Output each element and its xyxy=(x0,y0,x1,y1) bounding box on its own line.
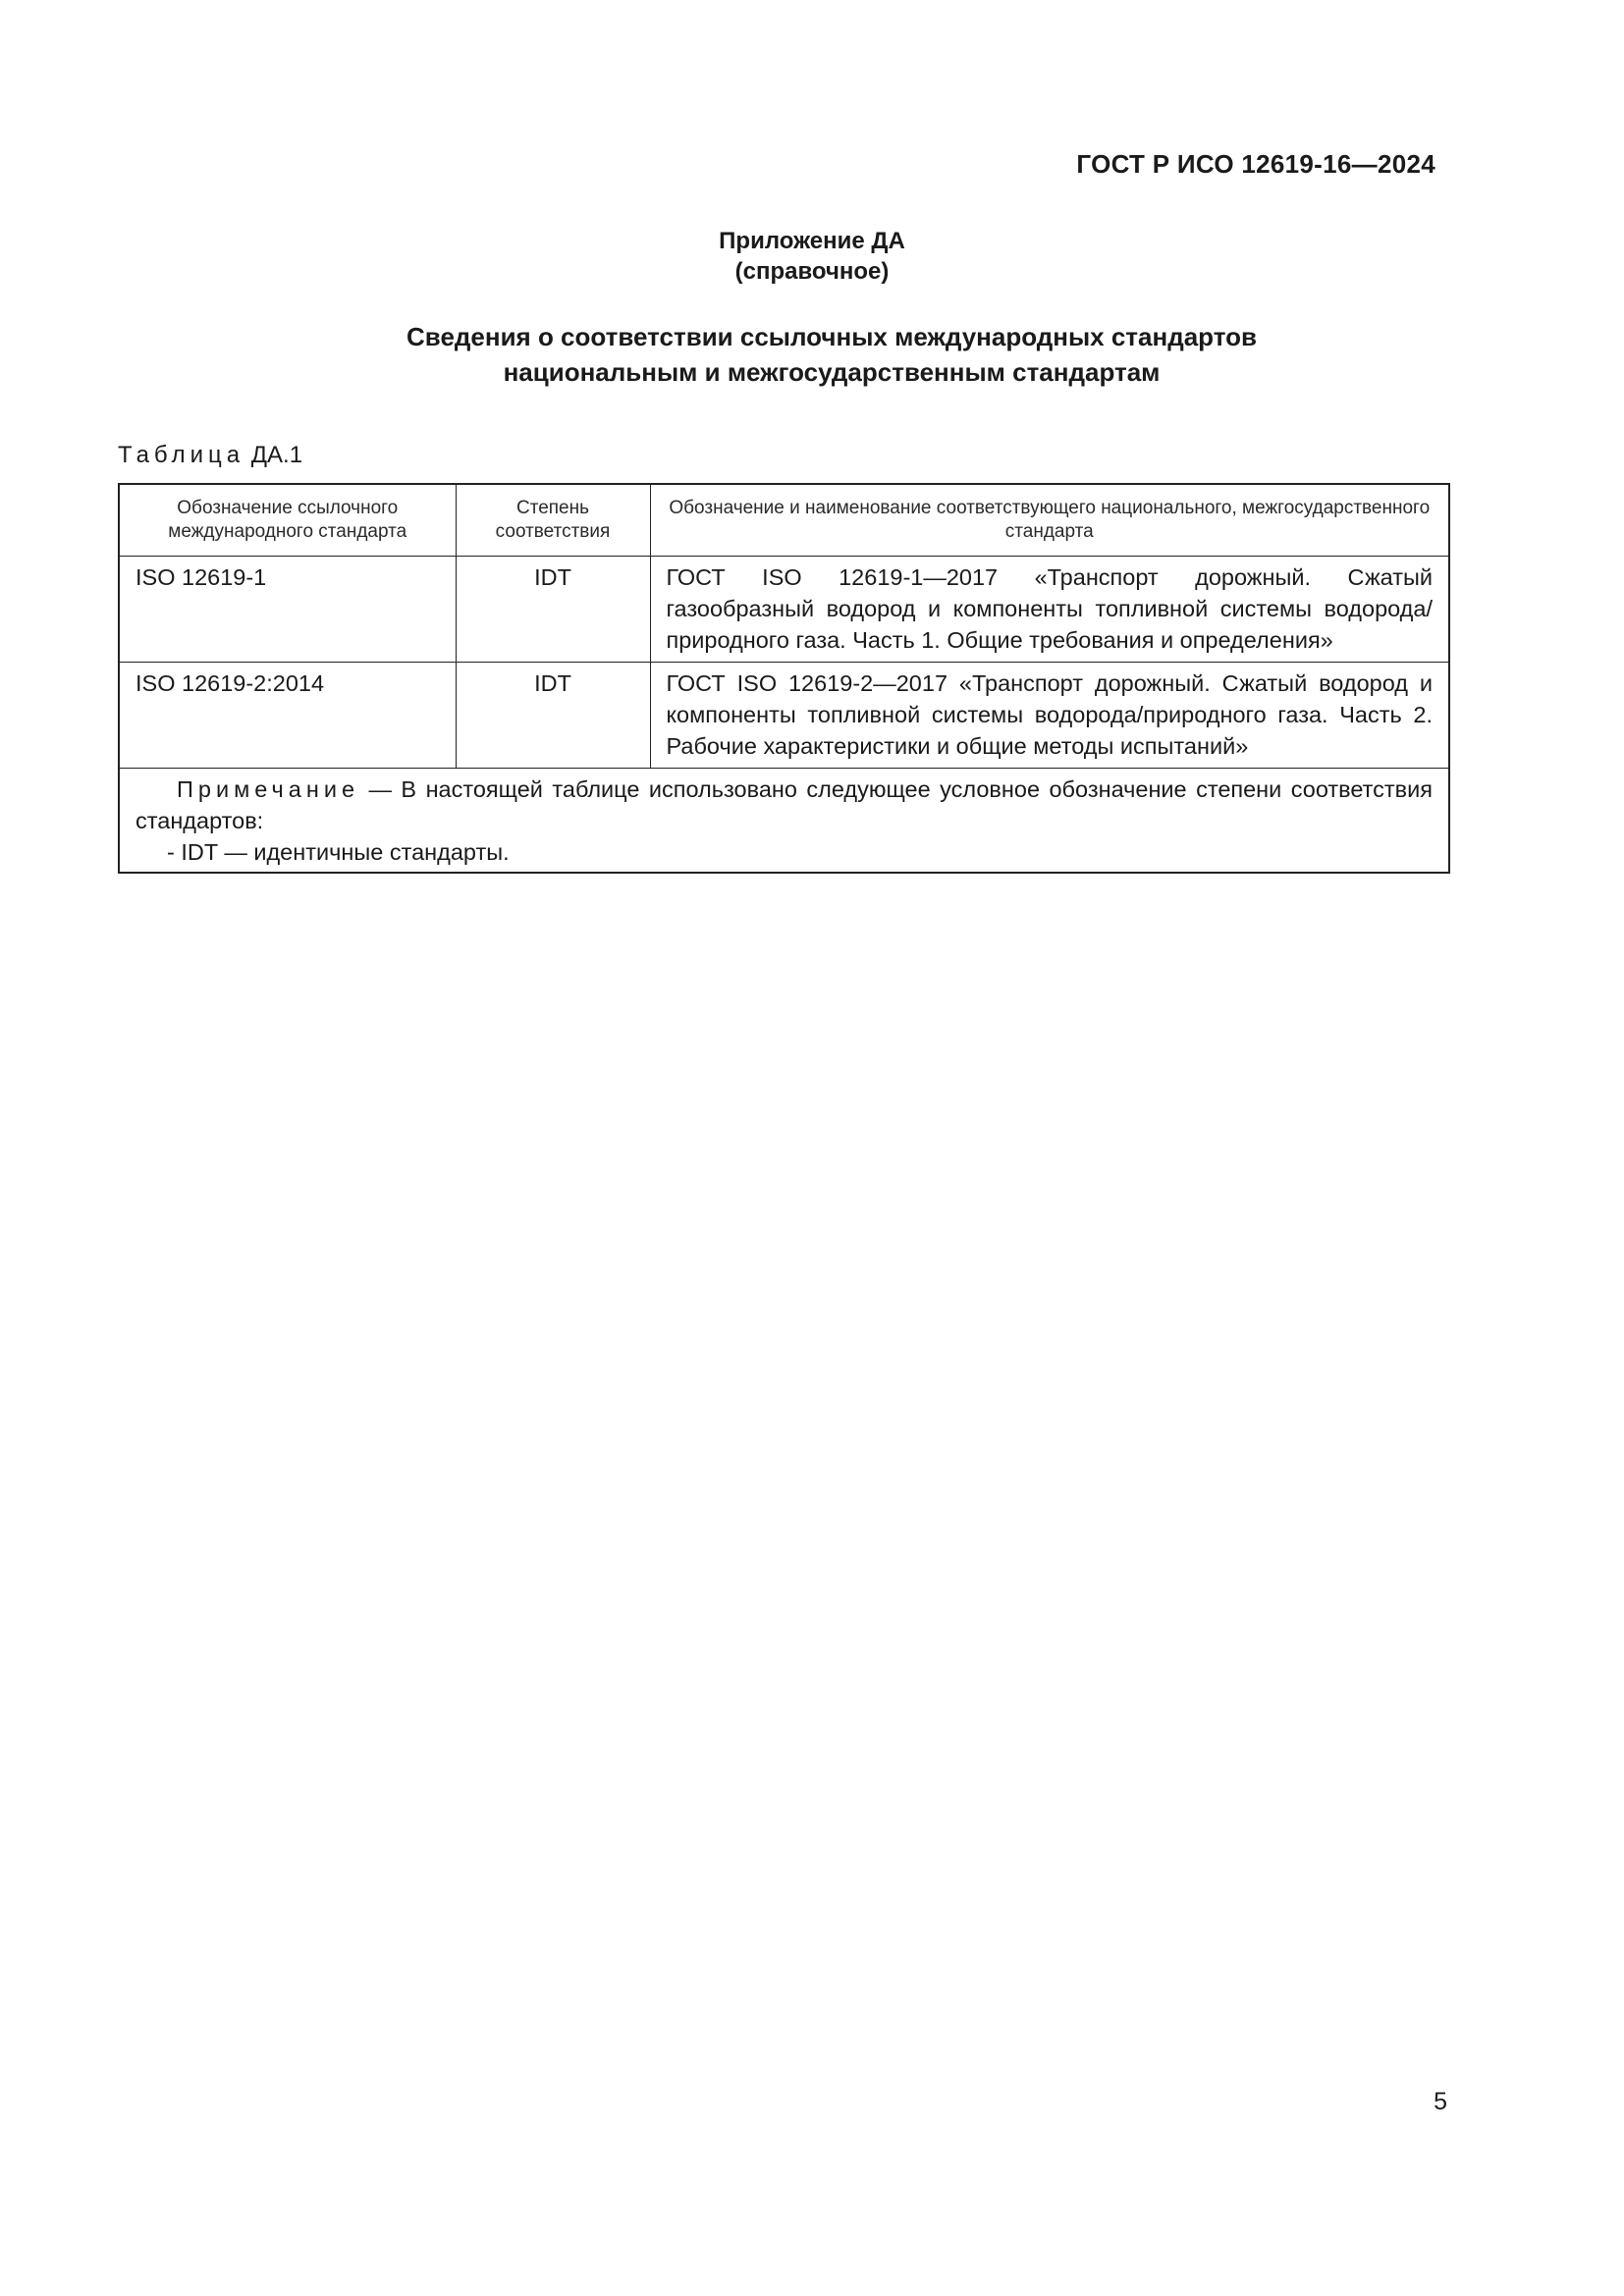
section-title-line-1: Сведения о соответствии ссылочных международных стандартов xyxy=(406,322,1257,351)
table-caption-number: ДА.1 xyxy=(250,442,303,468)
appendix-title: Приложение ДА xyxy=(719,228,905,254)
table-header-row xyxy=(119,484,1449,557)
header-degree-of-correspondence: Степень соответствия xyxy=(456,484,650,557)
cell-national-standard: ГОСТ ISO 12619-1—2017 «Транспорт дорожный. Сжатый газообразный водород и компоненты топливной системы водорода/природного газа. Часть 1. Общие требования и определения» xyxy=(650,557,1449,663)
table-note-row xyxy=(119,769,1449,874)
note-body: — В настоящей таблице использовано следующее условное обозначение степени соответствия стандартов: xyxy=(135,776,1433,833)
section-title-line-2: национальным и межгосударственным стандартам xyxy=(503,357,1161,387)
note-label: Примечание xyxy=(177,776,360,802)
page-number: 5 xyxy=(1434,2088,1447,2115)
table-note xyxy=(119,769,1449,874)
table-caption-word: Таблица xyxy=(118,442,245,468)
cell-national-standard: ГОСТ ISO 12619-2—2017 «Транспорт дорожный. Сжатый водород и компоненты топливной системы водорода/природного газа. Часть 2. Рабочие характеристики и общие методы испытаний» xyxy=(650,663,1449,769)
cell-standard: ISO 12619-2:2014 xyxy=(119,663,456,769)
appendix-subtitle: (справочное) xyxy=(734,258,890,285)
header-international-standard: Обозначение ссылочного международного стандарта xyxy=(119,484,456,557)
note-text xyxy=(135,774,1433,836)
document-code: ГОСТ Р ИСО 12619-16—2024 xyxy=(1076,149,1435,179)
appendix-heading xyxy=(0,226,1624,287)
cell-degree: IDT xyxy=(456,663,650,769)
correspondence-table xyxy=(118,483,1450,874)
table-caption xyxy=(118,442,302,469)
cell-standard: ISO 12619-1 xyxy=(119,557,456,663)
table-row xyxy=(119,557,1449,663)
note-item: - IDT — идентичные стандарты. xyxy=(167,839,510,865)
header-national-standard: Обозначение и наименование соответствующего национального, межгосударственного стандарта xyxy=(650,484,1449,557)
table-row xyxy=(119,663,1449,769)
section-title xyxy=(0,319,1624,390)
cell-degree: IDT xyxy=(456,557,650,663)
